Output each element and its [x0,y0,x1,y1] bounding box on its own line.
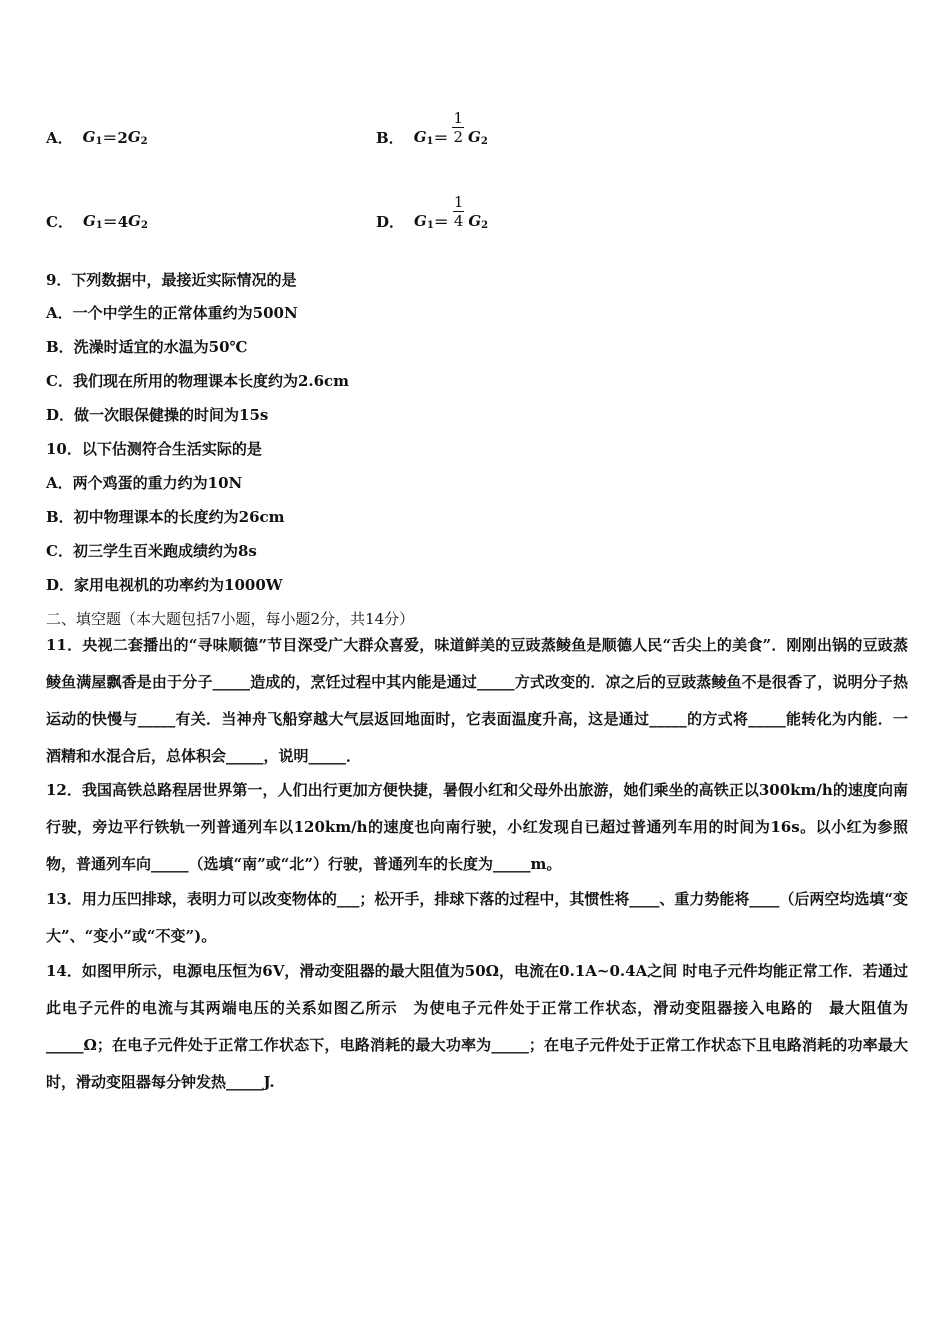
q8-option-c: C． G 1 ＝4 G 2 [46,212,148,231]
q11-text: 11．央视二套播出的“寻味顺德”节目深受广大群众喜爱，味道鲜美的豆豉蒸鲮鱼是顺德人民“舌尖上的美食”．刚刚出锅的豆豉蒸鲮鱼满屋飘香是由于分子_____造成的，烹饪过程中其内能是通过_____方式改变的．凉之后的豆豉蒸鲮鱼不是很香了，说明分子热运动的快慢与_____有关．当神舟飞船穿越大气层返回地面时，它表面温度升高，这是通过_____的方式将_____能转化为内能．一酒精和水混合后，总体积会_____，说明_____． [46,636,908,765]
q9-stem: 9．下列数据中，最接近实际情况的是 [46,271,297,289]
q8-option-b: B． G 1 ＝ $\frac{1}{2}$ G 2 [376,108,488,147]
q8-option-d: D． G 1 ＝ $\frac{1}{4}$ G 2 [376,192,489,231]
q9-option-d: D．做一次眼保健操的时间为15s [46,406,269,424]
q13-text: 13．用力压凹排球，表明力可以改变物体的___；松开手，排球下落的过程中，其惯性将____、重力势能将____（后两空均选填“变大”、“变小”或“不变”)。 [46,890,909,945]
q12-text: 12．我国高铁总路程居世界第一，人们出行更加方便快捷，暑假小红和父母外出旅游，她们乘坐的高铁正以300km/h的速度向南行驶，旁边平行铁轨一列普通列车以120km/h的速度也向南行驶，小红发现自已超过普通列车用的时间为16s。以小红为参照物，普通列车向_____（选填“南”或“北”）行驶，普通列车的长度为_____m。 [46,781,908,873]
q9-option-c: C．我们现在所用的物理课本长度约为2.6cm [46,372,350,390]
q10-option-b: B．初中物理课本的长度约为26cm [46,508,285,526]
q9-option-a: A．一个中学生的正常体重约为500N [46,304,298,322]
fraction-one-quarter: $\frac{1}{4}$ [453,192,464,230]
q14-text: 14．如图甲所示，电源电压恒为6V，滑动变阻器的最大阻值为50Ω，电流在0.1A~0.4A之间 时电子元件均能正常工作．若通过此电子元件的电流与其两端电压的关系如图乙所示 为使电子元件处于正常工作状态，滑动变阻器接入电路的 最大阻值为_____Ω；在电子元件处于正常工作状态下，电路消耗的最大功率为_____；在电子元件处于正常工作状态下且电路消耗的功率最大时，滑动变阻器每分钟发热_____J. [46,962,908,1091]
q10-option-a: A．两个鸡蛋的重力约为10N [46,474,243,492]
q8-options-row-1 [46,108,906,157]
q10-option-d: D．家用电视机的功率约为1000W [46,576,283,594]
q9-option-b: B．洗澡时适宜的水温为50℃ [46,338,248,356]
fraction-one-half: $\frac{1}{2}$ [453,108,464,146]
q10-stem: 10．以下估测符合生活实际的是 [46,440,262,458]
q10-option-c: C．初三学生百米跑成绩约为8s [46,542,257,560]
q8-option-a: A． G 1 ＝2 G 2 [46,128,148,147]
section-2-title: 二、填空题（本大题包括7小题，每小题2分，共14分） [46,610,415,628]
q8-options-row-2 [46,192,906,241]
